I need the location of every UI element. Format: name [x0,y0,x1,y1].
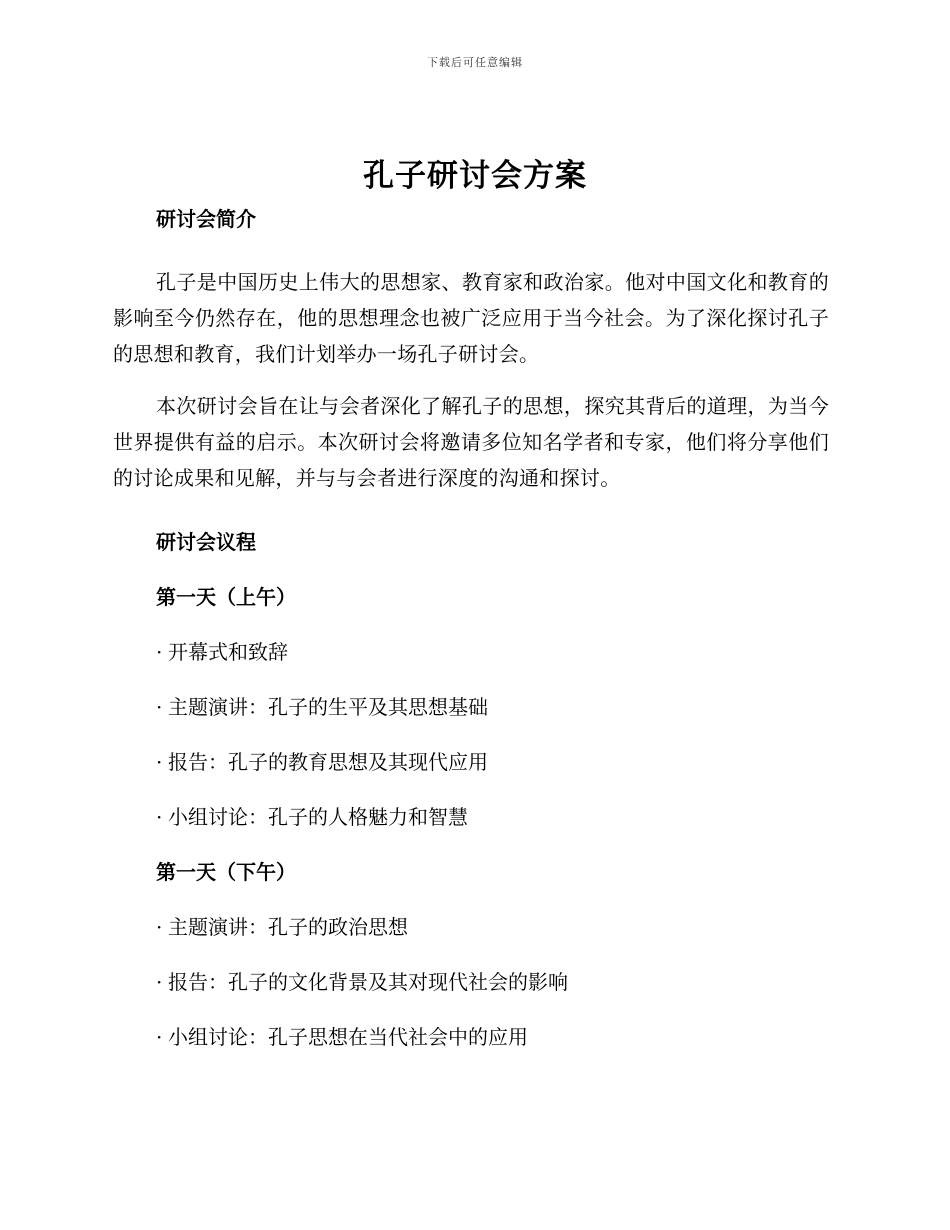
document-body [113,204,829,1052]
list-item-text: 主题演讲：孔子的生平及其思想基础 [168,695,488,719]
day1-afternoon-heading: 第一天（下午） [156,860,296,884]
bullet-icon: · [156,970,163,994]
list-item [113,967,829,997]
agenda-heading: 研讨会议程 [156,530,256,554]
list-item [113,637,829,667]
list-item [113,912,829,942]
document-title: 孔子研讨会方案 [363,158,587,194]
bullet-icon: · [156,915,163,939]
list-item-text: 小组讨论：孔子思想在当代社会中的应用 [168,1025,528,1049]
day1-morning-heading: 第一天（上午） [156,585,296,609]
list-item-text: 开幕式和致辞 [168,640,288,664]
intro-paragraph-2: 本次研讨会旨在让与会者深化了解孔子的思想，探究其背后的道理，为当今世界提供有益的启示。本次研讨会将邀请多位知名学者和专家，他们将分享他们的讨论成果和见解，并与与会者进行深度的沟通和探讨。 [113,394,829,490]
intro-heading: 研讨会简介 [156,207,256,231]
list-item [113,747,829,777]
list-item-text: 报告：孔子的文化背景及其对现代社会的影响 [168,970,568,994]
bullet-icon: · [156,1025,163,1049]
bullet-icon: · [156,805,163,829]
header-note: 下载后可任意编辑 [427,56,523,69]
list-item [113,802,829,832]
list-item-text: 小组讨论：孔子的人格魅力和智慧 [168,805,468,829]
list-item [113,1022,829,1052]
list-item-text: 报告：孔子的教育思想及其现代应用 [168,750,488,774]
bullet-icon: · [156,750,163,774]
list-item [113,692,829,722]
bullet-icon: · [156,640,163,664]
bullet-icon: · [156,695,163,719]
list-item-text: 主题演讲：孔子的政治思想 [168,915,408,939]
intro-paragraph-1: 孔子是中国历史上伟大的思想家、教育家和政治家。他对中国文化和教育的影响至今仍然存在，他的思想理念也被广泛应用于当今社会。为了深化探讨孔子的思想和教育，我们计划举办一场孔子研讨会。 [113,270,829,366]
